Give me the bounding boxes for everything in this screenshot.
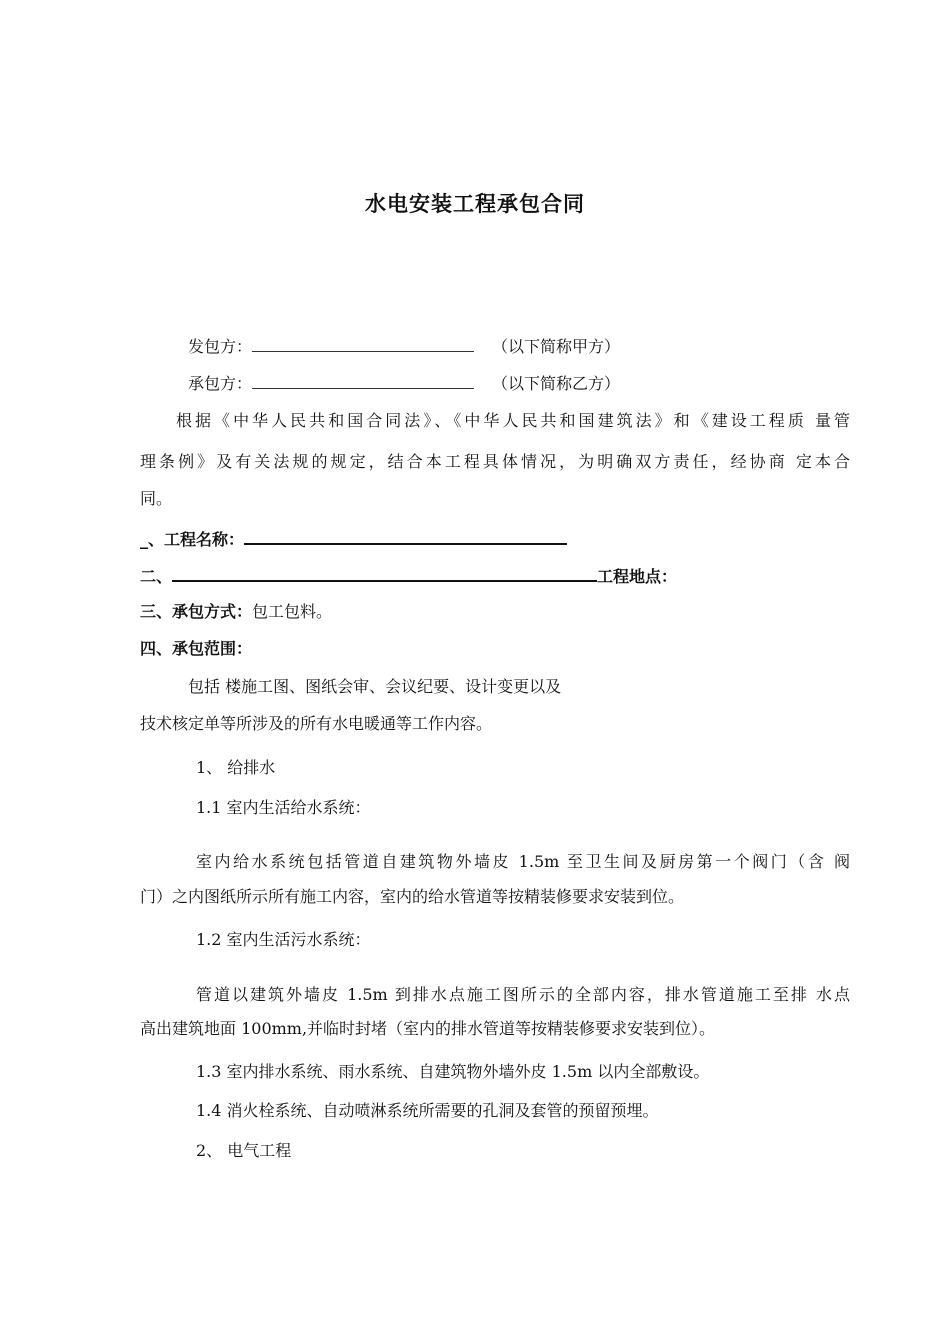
section-1-project-name [140,525,567,552]
project-location-blank[interactable] [172,562,597,582]
party-b-note: （以下简称乙方） [492,374,621,393]
item-2-heading: 2、 电气工程 [196,1141,292,1160]
item-1-1-line-1: 室内给水系统包括管道自建筑物外墙皮 1.5m 至卫生间及厨房第一个阀门（含 阀 [196,852,850,871]
party-a-note: （以下简称甲方） [492,337,621,356]
party-a-blank[interactable] [252,333,474,352]
document-title: 水电安装工程承包合同 [365,192,585,216]
scope-line-1: 包括 楼施工图、图纸会审、会议纪要、设计变更以及 [188,677,562,696]
section-2-label: 工程地点： [597,567,678,586]
section-1-label: _、工程名称： [140,530,245,549]
scope-line-2: 技术核定单等所涉及的所有水电暖通等工作内容。 [140,714,493,733]
section-3-contract-mode [140,600,332,624]
party-a-label: 发包方： [188,337,253,356]
party-a-line [188,333,620,359]
party-b-blank[interactable] [252,370,474,389]
party-b-line [188,370,620,396]
project-name-blank[interactable] [244,525,567,545]
preamble-line-1: 根据《中华人民共和国合同法》、《中华人民共和国建筑法》和《建设工程质 量管 [176,411,850,430]
section-4-label: 四、承包范围： [140,639,253,658]
party-b-label: 承包方： [188,374,253,393]
item-1-1-heading: 1.1 室内生活给水系统： [196,798,371,817]
item-1-2-line-1: 管道以建筑外墙皮 1.5m 到排水点施工图所示的全部内容，排水管道施工至排 水点 [196,985,850,1004]
preamble-line-2: 理条例》及有关法规的规定，结合本工程具体情况，为明确双方责任，经协商 定本合 [140,452,850,471]
section-2-prefix: 二、 [140,567,173,586]
section-3-value: 包工包料。 [252,602,333,621]
item-1-heading: 1、 给排水 [196,758,276,777]
item-1-1-line-2: 门）之内图纸所示所有施工内容，室内的给水管道等按精装修要求安装到位。 [140,887,685,906]
item-1-4-text: 1.4 消火栓系统、自动喷淋系统所需要的孔洞及套管的预留预埋。 [196,1101,659,1120]
section-3-label: 三、承包方式： [140,602,253,621]
preamble-line-3: 同。 [140,489,173,508]
section-2-project-location [140,562,677,589]
item-1-3-text: 1.3 室内排水系统、雨水系统、自建筑物外墙外皮 1.5m 以内全部敷设。 [196,1062,710,1081]
item-1-2-line-2: 高出建筑地面 100mm,并临时封堵（室内的排水管道等按精装修要求安装到位）。 [140,1019,716,1038]
item-1-2-heading: 1.2 室内生活污水系统： [196,930,371,949]
